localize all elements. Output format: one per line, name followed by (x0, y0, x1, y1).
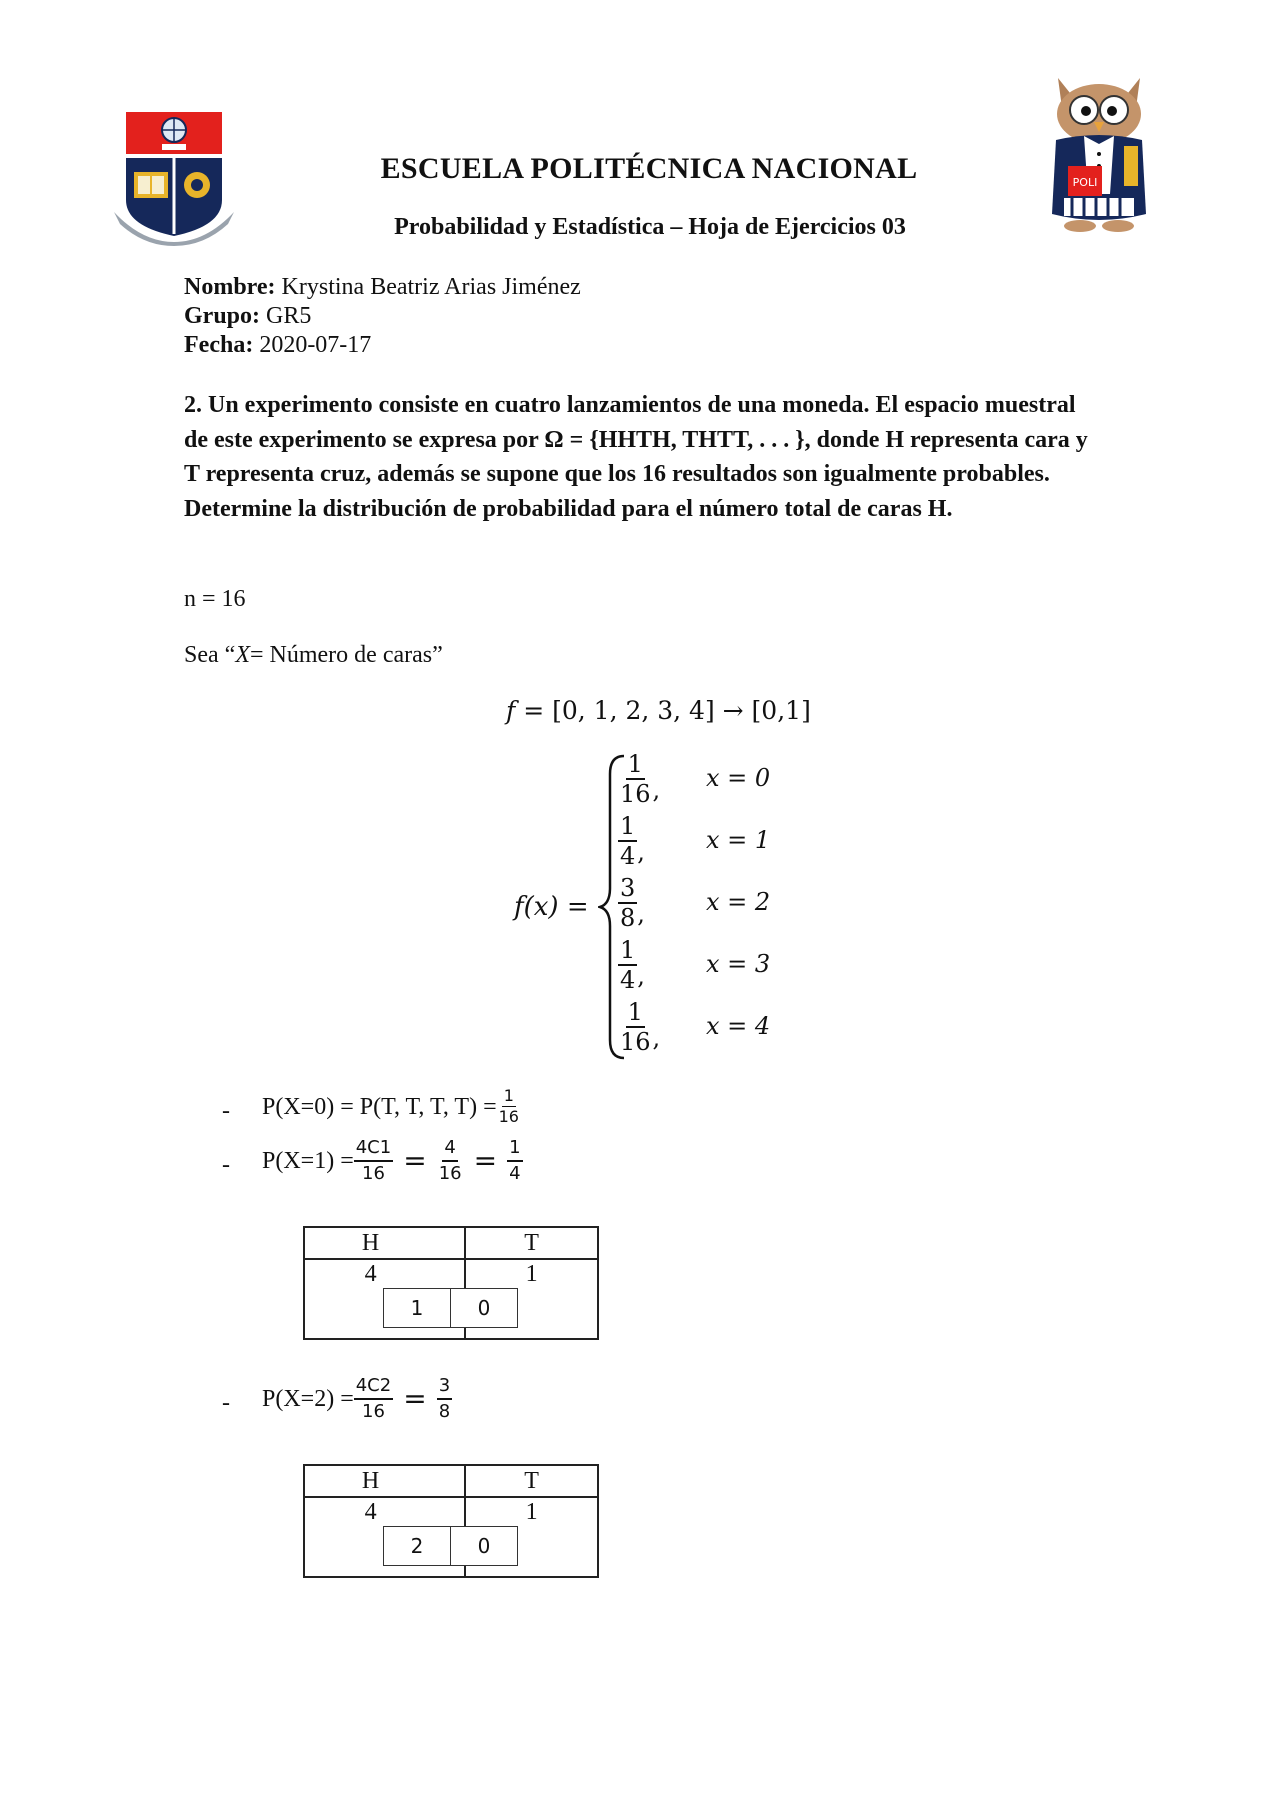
n-line: n = 16 (184, 586, 246, 612)
p1-frac1-num: 4C1 (354, 1136, 393, 1162)
inner-box-1 (383, 1288, 518, 1328)
table-header-t: T (465, 1465, 598, 1497)
piecewise-cases (618, 750, 798, 1070)
case-cond: x = 0 (706, 764, 771, 792)
group-value: GR5 (260, 303, 312, 329)
case-den: 4 (620, 842, 636, 870)
case-row: $\frac{1}{4}$ , (620, 936, 645, 994)
problem-statement: 2. Un experimento consiste en cuatro lanzamientos de una moneda. El espacio muestral de este experimento se expresa por Ω = {HHTH, THTT, . . . }, donde H representa cara y T representa cruz, además se supone que los 16 resultados son igualmente probables. Determine la distribución de probabilidad para el número total de caras H. (184, 392, 1088, 522)
owl-mascot (1044, 74, 1154, 236)
inner-value: 1 (410, 1296, 424, 1320)
table-cell-h: 4 (304, 1497, 465, 1577)
p2-frac2-den: 8 (438, 1401, 451, 1422)
case-den: 8 (620, 904, 636, 932)
case-den: 4 (620, 966, 636, 994)
table-header-h: H (304, 1227, 465, 1259)
p1-line: P(X=1) = $\frac{4C1}{16}$ = $\frac{4}{16}$ = $\frac{1}{4}$ (262, 1137, 521, 1184)
mascot-badge: POLI (1072, 176, 1098, 189)
name-value: Krystina Beatriz Arias Jiménez (275, 274, 581, 300)
case-den: 16 (620, 1028, 651, 1056)
student-group (184, 301, 311, 331)
table-cell-t: 1 (465, 1497, 598, 1577)
p1-frac2-den: 16 (438, 1163, 462, 1184)
p2-frac1-num: 4C2 (354, 1374, 393, 1400)
let-prefix: Sea “ (184, 642, 236, 668)
case-num: 1 (620, 936, 636, 964)
table-cell-h: 4 (304, 1259, 465, 1339)
student-date (184, 330, 371, 360)
case-num: 1 (627, 998, 643, 1026)
case-num: 1 (627, 750, 643, 778)
case-cond: x = 4 (706, 1012, 771, 1040)
date-value: 2020-07-17 (253, 332, 372, 358)
inner-value: 0 (450, 1527, 517, 1565)
case-row: $\frac{1}{16}$ , (620, 998, 661, 1056)
p1-frac1-den: 16 (362, 1163, 385, 1184)
p2-text: P(X=2) = (262, 1386, 354, 1412)
p2-frac1-den: 16 (362, 1401, 385, 1422)
mapping-f: f (506, 696, 516, 725)
p1-frac3-num: 1 (507, 1136, 522, 1162)
bullet: - (222, 1098, 230, 1124)
table-header-h: H (304, 1465, 465, 1497)
inner-value: 2 (410, 1534, 424, 1558)
student-name (184, 272, 581, 302)
case-cond: x = 2 (706, 888, 771, 916)
table-cell-t: 1 (465, 1259, 598, 1339)
let-variable: X (235, 642, 250, 668)
mapping-rest: = [0, 1, 2, 3, 4] → [0,1] (515, 696, 811, 725)
bullet: - (222, 1390, 230, 1416)
function-mapping (506, 696, 811, 726)
case-row: $\frac{1}{16}$ , (620, 750, 661, 808)
case-num: 3 (620, 874, 636, 902)
p0-den: 16 (498, 1107, 519, 1126)
case-den: 16 (620, 780, 651, 808)
p2-line: P(X=2) = $\frac{4C2}{16}$ = $\frac{3}{8}$ (262, 1375, 451, 1422)
let-suffix: = Número de caras” (249, 642, 443, 668)
course-subtitle: Probabilidad y Estadística – Hoja de Ejercicios 03 (394, 214, 906, 240)
university-logo (112, 108, 236, 246)
case-row: $\frac{1}{4}$ , (620, 812, 645, 870)
p2-frac2-num: 3 (437, 1374, 452, 1400)
p1-frac2-num: 4 (442, 1136, 457, 1162)
p0-num: 1 (503, 1086, 514, 1105)
case-cond: x = 3 (706, 950, 771, 978)
p1-text: P(X=1) = (262, 1148, 354, 1174)
institution-title: ESCUELA POLITÉCNICA NACIONAL (380, 152, 918, 185)
p0-text: P(X=0) = P(T, T, T, T) = (262, 1093, 497, 1120)
inner-box-2 (383, 1526, 518, 1566)
p1-frac3-den: 4 (509, 1163, 521, 1184)
fx-label: f(x) = (514, 892, 589, 922)
case-row: $\frac{3}{8}$ , (620, 874, 645, 932)
name-label: Nombre: (184, 274, 276, 300)
table-header-t: T (465, 1227, 598, 1259)
case-num: 1 (620, 812, 636, 840)
group-label: Grupo: (184, 303, 261, 329)
case-cond: x = 1 (706, 826, 771, 854)
inner-value: 0 (450, 1289, 517, 1327)
date-label: Fecha: (184, 332, 254, 358)
p0-line (262, 1086, 521, 1127)
variable-definition (184, 640, 443, 670)
bullet: - (222, 1152, 230, 1178)
